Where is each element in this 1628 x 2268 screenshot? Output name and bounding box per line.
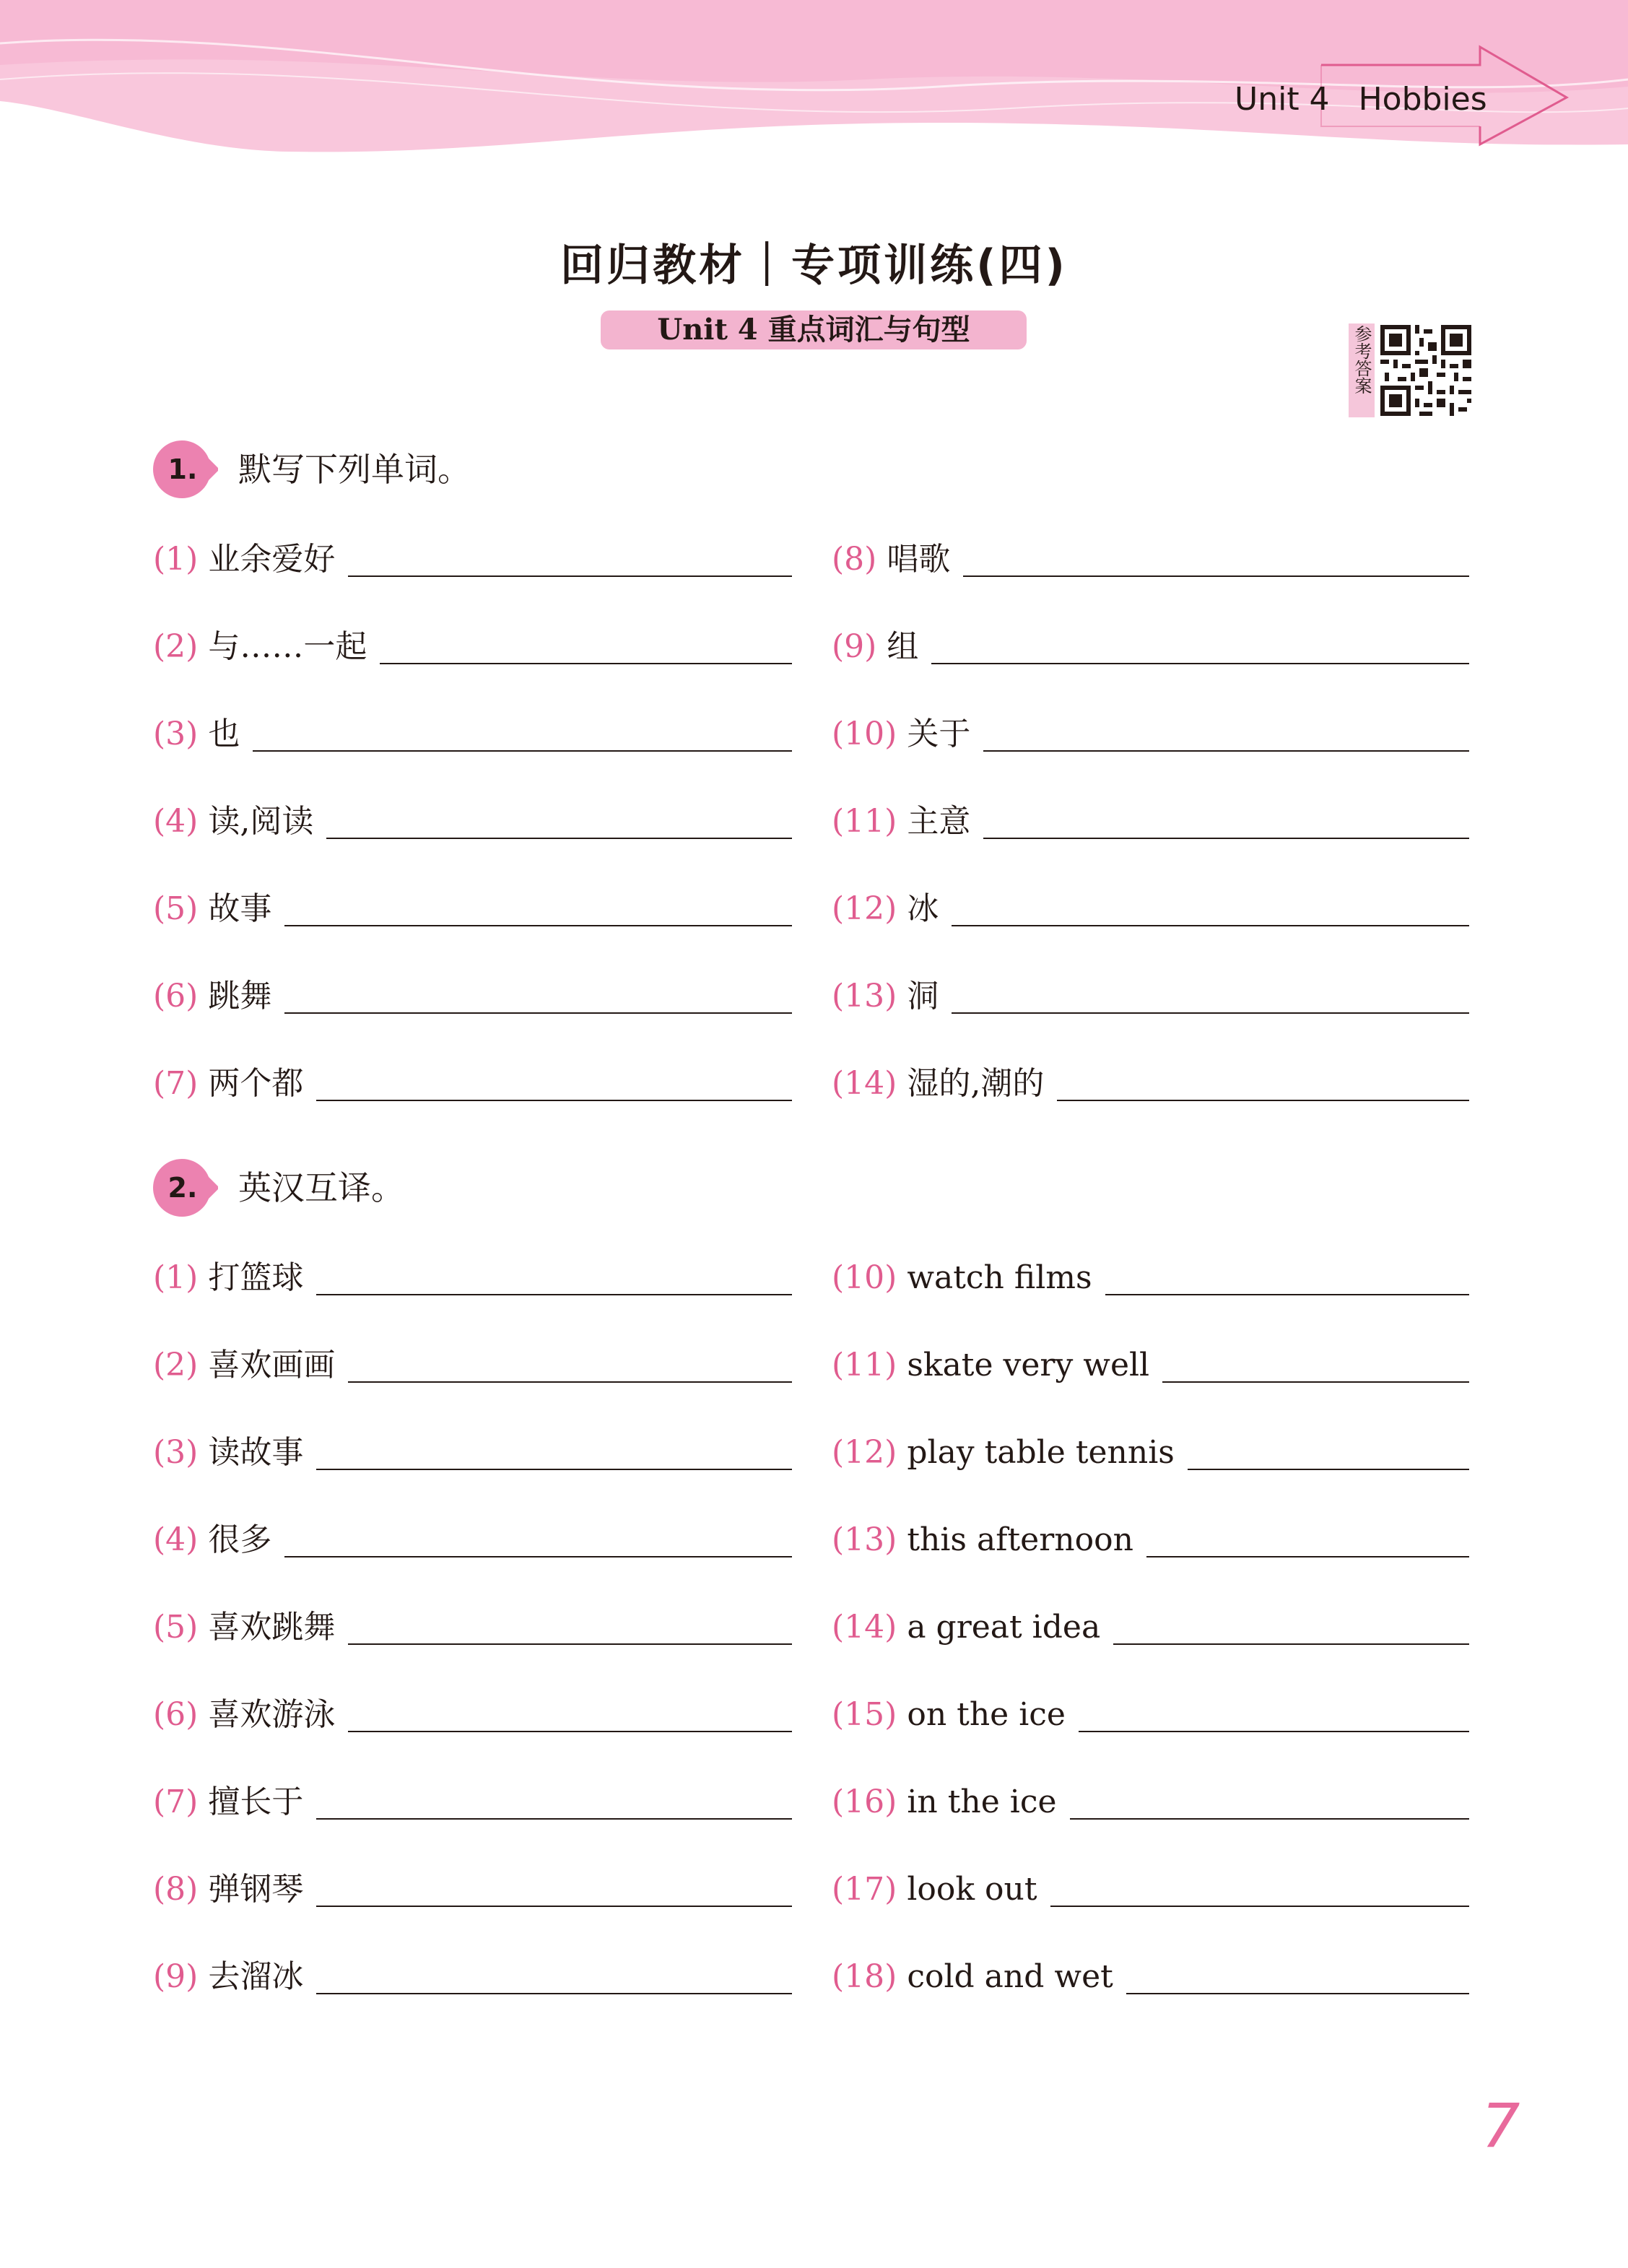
section-number: 1. — [167, 453, 198, 485]
item-number: (3) — [153, 716, 199, 752]
item-number: (7) — [153, 1783, 199, 1820]
answer-blank[interactable] — [952, 925, 1469, 926]
item-number: (6) — [153, 1696, 199, 1733]
item-prompt: in the ice — [907, 1783, 1057, 1820]
answer-blank[interactable] — [348, 575, 792, 577]
item-prompt: 湿的,潮的 — [907, 1065, 1045, 1102]
item-prompt: 洞 — [907, 978, 939, 1014]
exercise-item — [153, 538, 792, 581]
answer-blank[interactable] — [284, 925, 792, 926]
answer-blank[interactable] — [1146, 1556, 1469, 1557]
answer-blank[interactable] — [316, 1100, 792, 1101]
item-number: (3) — [153, 1434, 199, 1471]
answer-blank[interactable] — [1162, 1381, 1469, 1383]
answer-label — [1349, 323, 1375, 417]
answer-blank[interactable] — [963, 575, 1469, 577]
item-number: (2) — [153, 628, 199, 665]
answer-blank[interactable] — [1050, 1906, 1469, 1907]
item-number: (14) — [832, 1609, 897, 1646]
exercise-item — [153, 800, 792, 843]
answer-blank[interactable] — [326, 838, 792, 839]
exercise-item — [832, 1062, 1469, 1105]
item-number: (2) — [153, 1347, 199, 1383]
item-prompt: 与……一起 — [208, 628, 367, 665]
item-prompt: 擅长于 — [208, 1783, 304, 1820]
item-prompt: on the ice — [907, 1696, 1066, 1733]
item-prompt: 冰 — [907, 890, 939, 927]
subtitle-banner — [601, 310, 1027, 349]
item-number: (8) — [153, 1871, 199, 1908]
answer-blank[interactable] — [1079, 1731, 1469, 1732]
item-prompt: 喜欢画画 — [208, 1347, 336, 1383]
exercise-item — [832, 713, 1469, 756]
header-banner — [0, 0, 1628, 159]
item-prompt: a great idea — [907, 1609, 1101, 1646]
page-title: 回归教材｜专项训练(四) — [560, 240, 1068, 291]
answer-blank[interactable] — [284, 1012, 792, 1014]
exercise-item — [832, 800, 1469, 843]
answer-blank[interactable] — [316, 1993, 792, 1994]
answer-blank[interactable] — [1126, 1993, 1469, 1994]
item-number: (13) — [832, 978, 897, 1014]
exercise-item — [153, 887, 792, 931]
answer-blank[interactable] — [316, 1906, 792, 1907]
item-prompt: 主意 — [907, 803, 971, 840]
item-number: (7) — [153, 1065, 199, 1102]
exercise-item — [153, 1955, 792, 1999]
item-number: (1) — [153, 541, 199, 578]
exercise-item — [832, 1518, 1469, 1562]
item-number: (9) — [153, 1958, 199, 1995]
qr-code-icon[interactable] — [1380, 325, 1471, 416]
item-prompt: 组 — [887, 628, 919, 665]
answer-blank[interactable] — [316, 1469, 792, 1470]
item-number: (10) — [832, 716, 897, 752]
answer-blank[interactable] — [284, 1556, 792, 1557]
answer-blank[interactable] — [1105, 1294, 1469, 1295]
item-prompt: 弹钢琴 — [208, 1871, 304, 1908]
answer-blank[interactable] — [983, 838, 1469, 839]
section-instruction: 英汉互译。 — [238, 1168, 404, 1207]
answer-blank[interactable] — [316, 1294, 792, 1295]
exercise-item — [153, 713, 792, 756]
item-number: (9) — [832, 628, 877, 665]
exercise-item — [153, 1781, 792, 1824]
page-number: 7 — [1481, 2090, 1520, 2161]
subtitle: Unit 4 重点词汇与句型 — [657, 313, 970, 347]
item-number: (4) — [153, 803, 199, 840]
item-number: (12) — [832, 890, 897, 927]
exercise-item — [832, 538, 1469, 581]
item-prompt: 也 — [208, 716, 240, 752]
exercise-item — [832, 1344, 1469, 1387]
exercise-item — [832, 1868, 1469, 1911]
exercise-item — [153, 1868, 792, 1911]
item-prompt: skate very well — [907, 1347, 1150, 1383]
answer-blank[interactable] — [348, 1381, 792, 1383]
exercise-item — [153, 1693, 792, 1737]
item-number: (17) — [832, 1871, 897, 1908]
item-prompt: 故事 — [208, 890, 272, 927]
item-prompt: 去溜冰 — [208, 1958, 304, 1995]
exercise-item — [832, 1606, 1469, 1649]
item-number: (13) — [832, 1521, 897, 1558]
item-number: (16) — [832, 1783, 897, 1820]
answer-blank[interactable] — [348, 1731, 792, 1732]
item-prompt: watch films — [907, 1259, 1092, 1296]
exercise-item — [153, 1062, 792, 1105]
exercise-item — [832, 1693, 1469, 1737]
answer-blank[interactable] — [931, 663, 1469, 664]
item-prompt: cold and wet — [907, 1958, 1113, 1995]
item-number: (5) — [153, 890, 199, 927]
answer-blank[interactable] — [1057, 1100, 1469, 1101]
answer-blank[interactable] — [316, 1818, 792, 1820]
item-prompt: 关于 — [907, 716, 971, 752]
exercise-item — [832, 625, 1469, 669]
exercise-item — [153, 975, 792, 1018]
item-number: (11) — [832, 1347, 897, 1383]
exercise-item — [832, 887, 1469, 931]
exercise-item — [153, 625, 792, 669]
item-number: (8) — [832, 541, 877, 578]
item-number: (4) — [153, 1521, 199, 1558]
item-prompt: 读,阅读 — [208, 803, 314, 840]
answer-blank[interactable] — [1113, 1643, 1469, 1645]
item-number: (6) — [153, 978, 199, 1014]
exercise-item — [153, 1518, 792, 1562]
unit-tag — [1235, 81, 1487, 118]
section-number: 2. — [167, 1172, 198, 1204]
item-prompt: play table tennis — [907, 1434, 1175, 1471]
item-number: (10) — [832, 1259, 897, 1296]
answer-blank[interactable] — [380, 663, 792, 664]
item-number: (5) — [153, 1609, 199, 1646]
item-number: (11) — [832, 803, 897, 840]
answer-blank[interactable] — [348, 1643, 792, 1645]
item-prompt: 喜欢跳舞 — [208, 1609, 336, 1646]
item-number: (18) — [832, 1958, 897, 1995]
answer-label-text: 参考答案 — [1351, 325, 1372, 394]
item-prompt: look out — [907, 1871, 1037, 1908]
item-number: (15) — [832, 1696, 897, 1733]
answer-blank[interactable] — [1070, 1818, 1469, 1820]
exercise-item — [832, 1955, 1469, 1999]
item-number: (14) — [832, 1065, 897, 1102]
exercise-item — [832, 1256, 1469, 1300]
answer-blank[interactable] — [1188, 1469, 1469, 1470]
unit-topic: Hobbies — [1358, 81, 1487, 118]
exercise-item — [153, 1256, 792, 1300]
exercise-item — [153, 1431, 792, 1474]
unit-label: Unit 4 — [1235, 81, 1330, 118]
item-prompt: 喜欢游泳 — [208, 1696, 336, 1733]
exercise-item — [153, 1606, 792, 1649]
answer-blank[interactable] — [253, 750, 792, 752]
exercise-item — [832, 1431, 1469, 1474]
item-prompt: 唱歌 — [887, 541, 951, 578]
exercise-item — [153, 1344, 792, 1387]
item-prompt: 两个都 — [208, 1065, 304, 1102]
item-number: (12) — [832, 1434, 897, 1471]
item-prompt: 打篮球 — [208, 1259, 304, 1296]
item-prompt: 读故事 — [208, 1434, 304, 1471]
answer-blank[interactable] — [983, 750, 1469, 752]
exercise-item — [832, 1781, 1469, 1824]
item-prompt: 跳舞 — [208, 978, 272, 1014]
section-instruction: 默写下列单词。 — [238, 450, 471, 489]
item-number: (1) — [153, 1259, 199, 1296]
item-prompt: 业余爱好 — [208, 541, 336, 578]
answer-blank[interactable] — [952, 1012, 1469, 1014]
item-prompt: this afternoon — [907, 1521, 1133, 1558]
exercise-item — [832, 975, 1469, 1018]
item-prompt: 很多 — [208, 1521, 272, 1558]
